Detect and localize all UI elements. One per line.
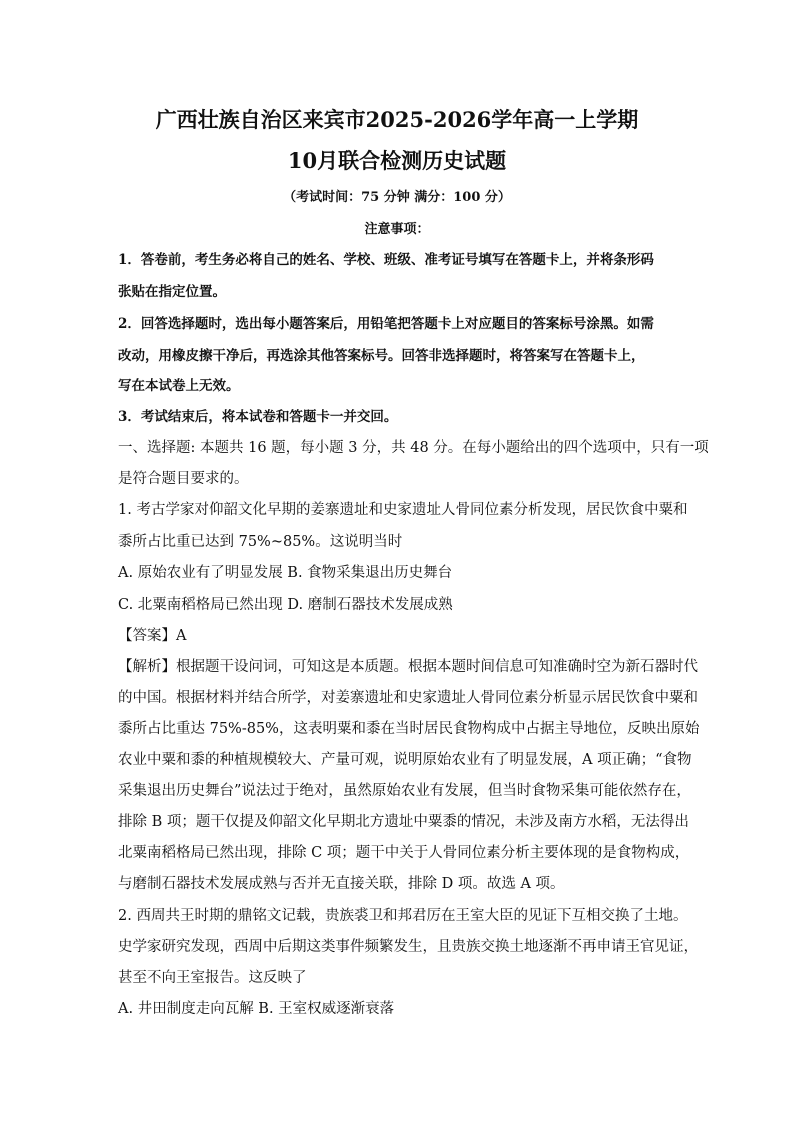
- question-1-analysis: 农业中粟和黍的种植规模较大、产量可观，说明原始农业有了明显发展，A 项正确；“食物: [118, 752, 692, 768]
- exam-info: （考试时间：75 分钟 满分：100 分）: [283, 190, 511, 205]
- notice-line: 3．考试结束后，将本试卷和答题卡一并交回。: [118, 409, 398, 425]
- section-heading-cont: 是符合题目要求的。: [118, 471, 249, 487]
- notice-line: 张贴在指定位置。: [118, 284, 226, 300]
- question-2-stem: 史学家研究发现，西周中后期这类事件频繁发生，且贵族交换土地逐渐不再申请王官见证，: [118, 939, 698, 955]
- question-1-analysis: 【解析】根据题干设问词，可知这是本质题。根据本题时间信息可知准确时空为新石器时代: [118, 659, 698, 675]
- question-2-options: A. 井田制度走向瓦解 B. 王室权威逐渐衰落: [118, 1001, 395, 1017]
- question-1-analysis: 的中国。根据材料并结合所学，对姜寨遗址和史家遗址人骨同位素分析显示居民饮食中粟和: [118, 690, 698, 706]
- notice-line: 写在本试卷上无效。: [118, 378, 240, 394]
- notice-heading: 注意事项：: [364, 222, 430, 237]
- question-2-stem: 甚至不向王室报告。这反映了: [118, 970, 307, 986]
- notice-line: 2．回答选择题时，选出每小题答案后，用铅笔把答题卡上对应题目的答案标号涂黑。如需: [118, 316, 654, 332]
- question-1-analysis: 与磨制石器技术发展成熟与否并无直接关联，排除 D 项。故选 A 项。: [118, 876, 565, 892]
- question-1-stem: 黍所占比重已达到 75%~85%。这说明当时: [118, 534, 403, 550]
- question-1-stem: 1. 考古学家对仰韶文化早期的姜寨遗址和史家遗址人骨同位素分析发现，居民饮食中粟和: [118, 502, 688, 518]
- notice-line: 1．答卷前，考生务必将自己的姓名、学校、班级、准考证号填写在答题卡上，并将条形码: [118, 252, 654, 268]
- question-1-analysis: 黍所占比重达 75%-85%，这表明粟和黍在当时居民食物构成中占据主导地位，反映出原始: [118, 721, 700, 737]
- exam-title-line2: 10月联合检测历史试题: [287, 148, 507, 173]
- question-2-stem: 2. 西周共王时期的鼎铭文记载，贵族裘卫和邦君厉在王室大臣的见证下互相交换了土地。: [118, 908, 688, 924]
- notice-line: 改动，用橡皮擦干净后，再选涂其他答案标号。回答非选择题时，将答案写在答题卡上，: [118, 348, 645, 364]
- question-1-answer: 【答案】A: [118, 628, 187, 644]
- question-1-analysis: 采集退出历史舞台”说法过于绝对，虽然原始农业有发展，但当时食物采集可能依然存在，: [118, 783, 691, 799]
- exam-title-line1: 广西壮族自治区来宾市2025-2026学年高一上学期: [155, 107, 639, 132]
- question-1-analysis: 北粟南稻格局已然出现，排除 C 项；题干中关于人骨同位素分析主要体现的是食物构成，: [118, 845, 690, 861]
- question-1-analysis: 排除 B 项；题干仅提及仰韶文化早期北方遗址中粟黍的情况，未涉及南方水稻，无法得出: [118, 814, 689, 830]
- question-1-options: C. 北粟南稻格局已然出现 D. 磨制石器技术发展成熟: [118, 597, 453, 613]
- section-heading: 一、选择题: 本题共 16 题，每小题 3 分，共 48 分。在每小题给出的四个选项中，只有一项: [118, 440, 709, 456]
- question-1-options: A. 原始农业有了明显发展 B. 食物采集退出历史舞台: [118, 565, 453, 581]
